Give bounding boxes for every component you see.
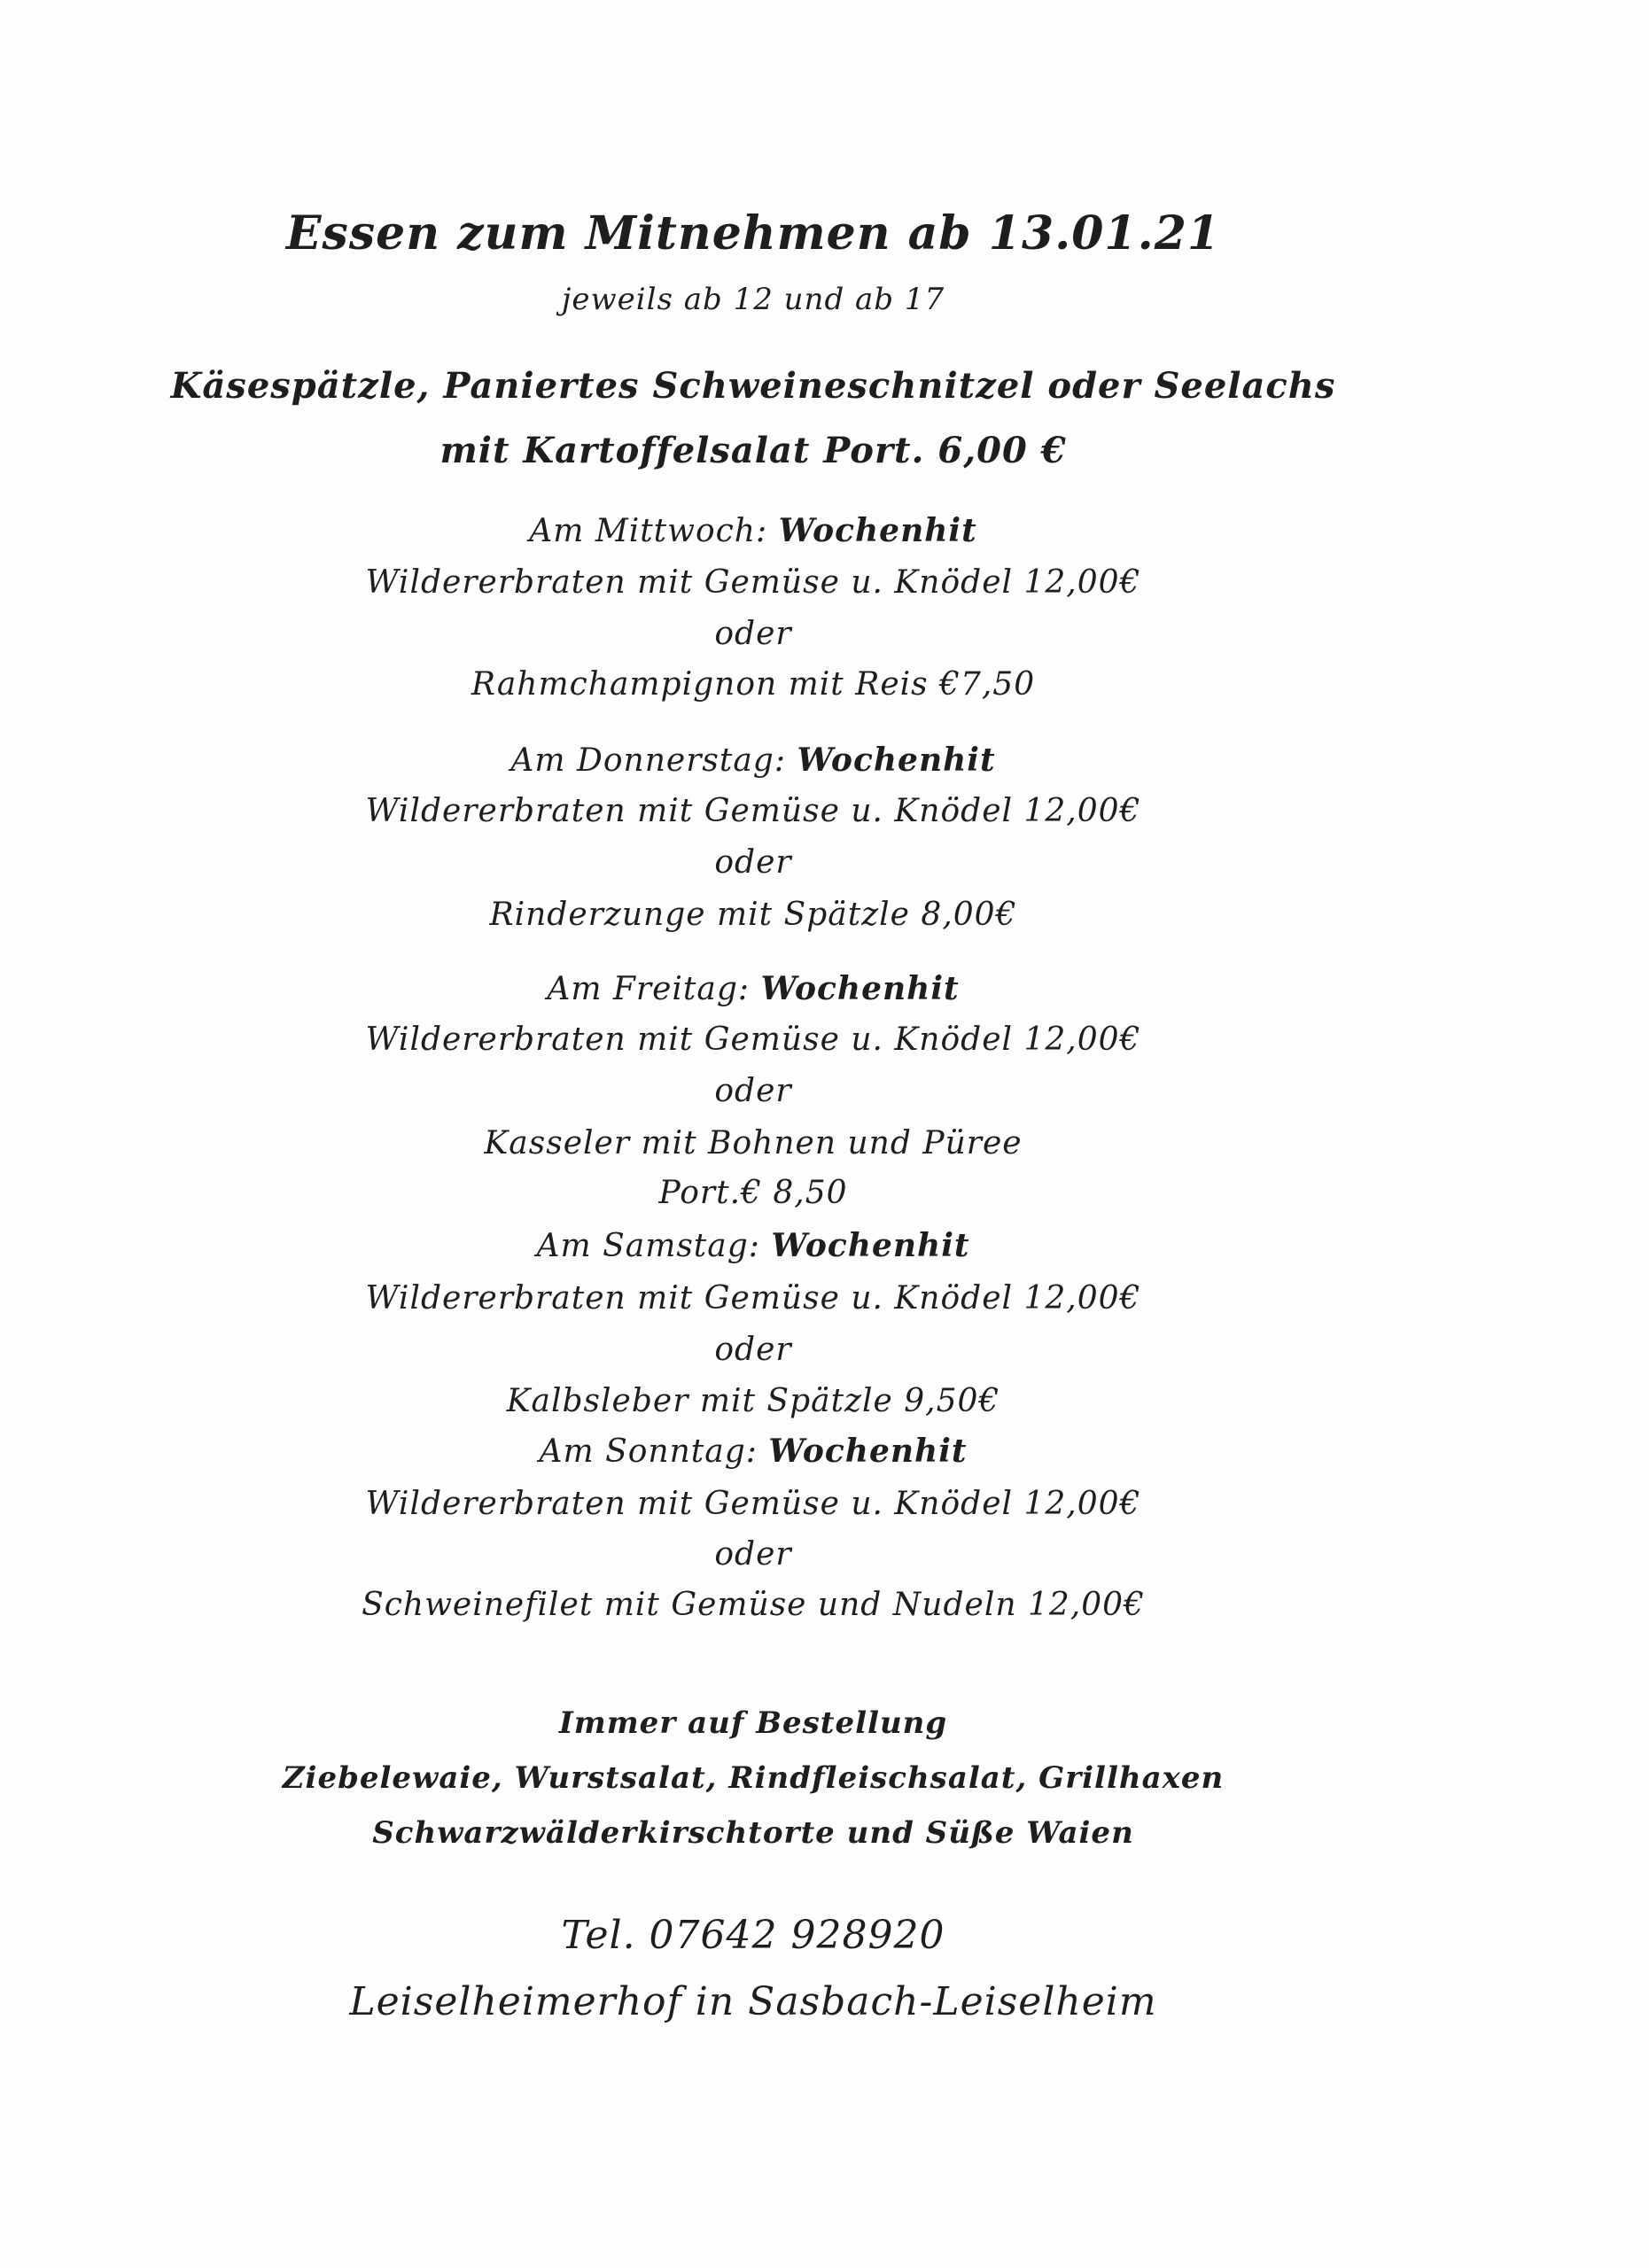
featured-line-2: mit Kartoffelsalat Port. 6,00 € xyxy=(439,430,1067,471)
dish-line: Schweinefilet mit Gemüse und Nudeln 12,00€ xyxy=(362,1587,1145,1623)
day-heading-sunday xyxy=(0,1433,1506,1470)
or-line: oder xyxy=(714,1332,792,1368)
featured-line-1: Käsespätzle, Paniertes Schweineschnitzel oder Seelachs xyxy=(170,365,1336,407)
or-line: oder xyxy=(714,844,792,881)
day-label: Am Donnerstag: xyxy=(510,742,786,779)
order-line-2: Schwarzwälderkirschtorte und Süße Waien xyxy=(372,1815,1134,1851)
dish-line: Wildererbraten mit Gemüse u. Knödel 12,00€ xyxy=(365,1280,1141,1317)
day-label: Am Mittwoch: xyxy=(529,513,768,549)
day-label: Am Samstag: xyxy=(536,1228,760,1264)
dish-line: Wildererbraten mit Gemüse u. Knödel 12,00€ xyxy=(365,564,1141,601)
day-label: Am Sonntag: xyxy=(539,1433,758,1470)
day-hit: Wochenhit xyxy=(778,512,977,549)
day-heading-thursday xyxy=(0,742,1506,779)
dish-line: Kasseler mit Bohnen und Püree xyxy=(484,1125,1023,1161)
dish-line: Wildererbraten mit Gemüse u. Knödel 12,00€ xyxy=(365,1021,1141,1058)
day-hit: Wochenhit xyxy=(760,970,960,1007)
day-heading-friday xyxy=(0,970,1506,1007)
day-heading-wednesday xyxy=(0,512,1506,549)
day-heading-saturday xyxy=(0,1227,1506,1264)
page-title: Essen zum Mitnehmen ab 13.01.21 xyxy=(285,206,1221,260)
dish-line: Rahmchampignon mit Reis €7,50 xyxy=(471,666,1036,703)
or-line: oder xyxy=(714,616,792,652)
day-hit: Wochenhit xyxy=(771,1227,970,1264)
or-line: oder xyxy=(714,1073,792,1109)
or-line: oder xyxy=(714,1536,792,1573)
day-label: Am Freitag: xyxy=(547,971,751,1007)
day-hit: Wochenhit xyxy=(768,1433,968,1470)
restaurant-location: Leiselheimerhof in Sasbach-Leiselheim xyxy=(349,1979,1157,2024)
dish-line: Wildererbraten mit Gemüse u. Knödel 12,00€ xyxy=(365,1486,1141,1522)
dish-line: Rinderzunge mit Spätzle 8,00€ xyxy=(489,897,1017,933)
dish-line: Wildererbraten mit Gemüse u. Knödel 12,00€ xyxy=(365,793,1141,829)
page-subtitle: jeweils ab 12 und ab 17 xyxy=(561,282,945,317)
dish-line: Kalbsleber mit Spätzle 9,50€ xyxy=(506,1383,1000,1419)
day-hit: Wochenhit xyxy=(797,742,996,779)
order-line-1: Ziebelewaie, Wurstsalat, Rindfleischsalat, Grillhaxen xyxy=(282,1760,1225,1796)
phone-number: Tel. 07642 928920 xyxy=(561,1913,945,1958)
dish-price: Port.€ 8,50 xyxy=(658,1175,848,1211)
order-heading: Immer auf Bestellung xyxy=(558,1705,948,1741)
